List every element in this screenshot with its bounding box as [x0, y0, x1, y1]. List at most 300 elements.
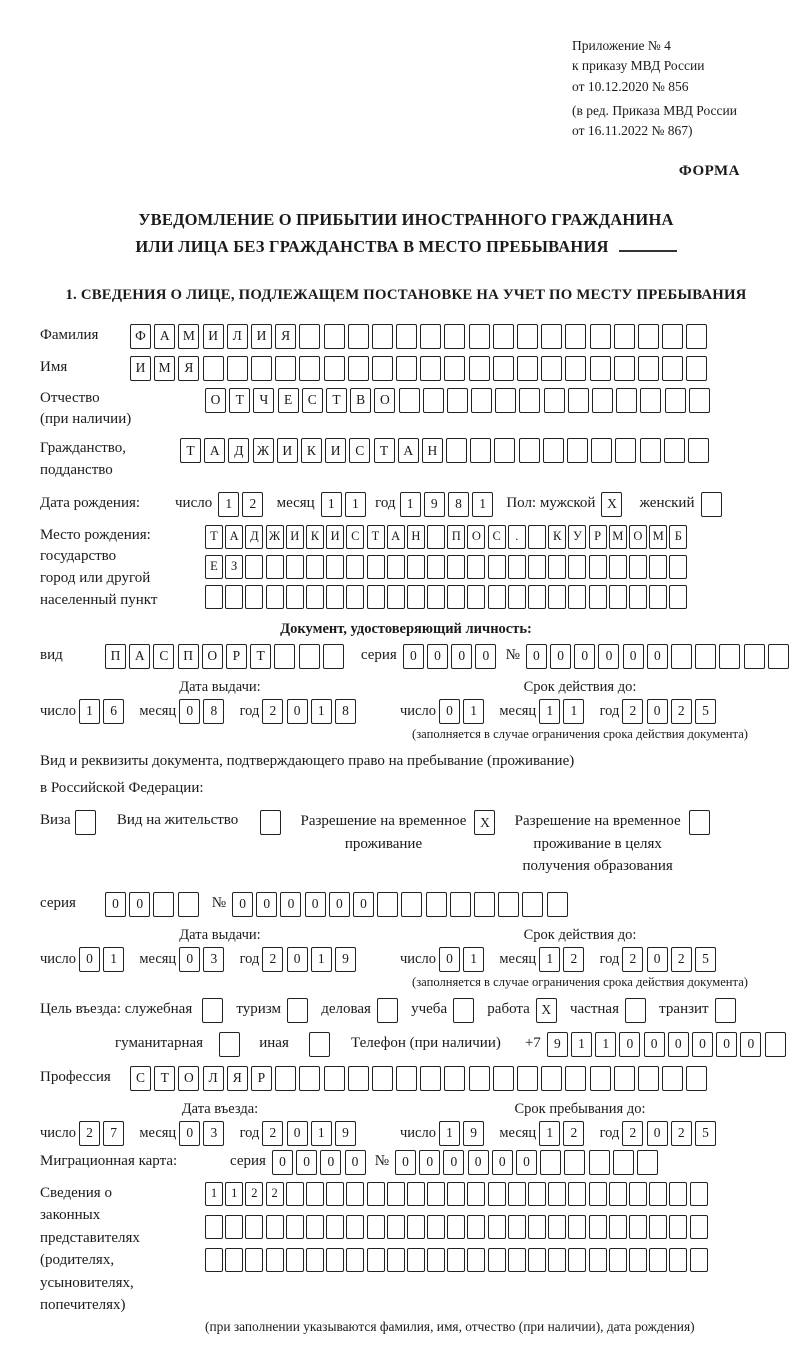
char-cell[interactable]	[266, 1215, 284, 1239]
char-cell[interactable]: 3	[203, 947, 224, 972]
char-cell[interactable]	[609, 1215, 627, 1239]
char-cell[interactable]	[614, 1066, 635, 1091]
char-cell[interactable]	[387, 1248, 405, 1272]
char-cell[interactable]: З	[225, 555, 243, 579]
char-cell[interactable]	[225, 1248, 243, 1272]
char-cell[interactable]	[275, 1066, 296, 1091]
char-cell[interactable]	[372, 1066, 393, 1091]
char-cell[interactable]: 0	[79, 947, 100, 972]
char-cell[interactable]	[326, 1182, 344, 1206]
char-cell[interactable]: С	[349, 438, 370, 463]
char-cell[interactable]	[649, 585, 667, 609]
char-cell[interactable]	[427, 1248, 445, 1272]
char-cell[interactable]	[695, 644, 716, 669]
char-cell[interactable]	[367, 1182, 385, 1206]
char-cell[interactable]: 9	[463, 1121, 484, 1146]
char-cell[interactable]: А	[129, 644, 150, 669]
char-cell[interactable]: 0	[439, 947, 460, 972]
char-cell[interactable]: 7	[103, 1121, 124, 1146]
char-cell[interactable]: И	[326, 525, 344, 549]
char-cell[interactable]	[671, 644, 692, 669]
char-cell[interactable]: М	[609, 525, 627, 549]
char-cell[interactable]: И	[251, 324, 272, 349]
char-cell[interactable]	[517, 1066, 538, 1091]
char-cell[interactable]	[589, 555, 607, 579]
char-cell[interactable]: 0	[550, 644, 571, 669]
char-cell[interactable]: Р	[589, 525, 607, 549]
char-cell[interactable]: 1	[595, 1032, 616, 1057]
char-cell[interactable]: 0	[403, 644, 424, 669]
char-cell[interactable]	[346, 1182, 364, 1206]
char-cell[interactable]	[205, 1248, 223, 1272]
char-cell[interactable]: 2	[622, 947, 643, 972]
char-cell[interactable]	[274, 644, 295, 669]
char-cell[interactable]	[225, 585, 243, 609]
char-cell[interactable]	[592, 388, 613, 413]
char-cell[interactable]	[260, 810, 281, 835]
char-cell[interactable]	[178, 892, 199, 917]
char-cell[interactable]: Я	[178, 356, 199, 381]
char-cell[interactable]	[225, 1215, 243, 1239]
char-cell[interactable]	[323, 644, 344, 669]
char-cell[interactable]: 0	[353, 892, 374, 917]
char-cell[interactable]	[686, 324, 707, 349]
char-cell[interactable]	[203, 356, 224, 381]
char-cell[interactable]	[326, 585, 344, 609]
char-cell[interactable]	[372, 324, 393, 349]
char-cell[interactable]: 0	[345, 1150, 366, 1175]
char-cell[interactable]	[548, 555, 566, 579]
char-cell[interactable]	[508, 1182, 526, 1206]
char-cell[interactable]	[498, 892, 519, 917]
char-cell[interactable]	[719, 644, 740, 669]
char-cell[interactable]	[541, 1066, 562, 1091]
char-cell[interactable]	[309, 1032, 330, 1057]
char-cell[interactable]	[669, 555, 687, 579]
char-cell[interactable]	[686, 1066, 707, 1091]
char-cell[interactable]: Б	[669, 525, 687, 549]
char-cell[interactable]	[609, 1182, 627, 1206]
char-cell[interactable]: А	[154, 324, 175, 349]
char-cell[interactable]: Я	[275, 324, 296, 349]
char-cell[interactable]	[528, 1182, 546, 1206]
char-cell[interactable]	[324, 1066, 345, 1091]
char-cell[interactable]: 2	[622, 1121, 643, 1146]
char-cell[interactable]	[568, 1215, 586, 1239]
char-cell[interactable]	[591, 438, 612, 463]
char-cell[interactable]: 0	[468, 1150, 489, 1175]
char-cell[interactable]: Ф	[130, 324, 151, 349]
char-cell[interactable]: 0	[305, 892, 326, 917]
char-cell[interactable]	[326, 1215, 344, 1239]
char-cell[interactable]	[548, 1248, 566, 1272]
char-cell[interactable]: 1	[205, 1182, 223, 1206]
char-cell[interactable]	[447, 1248, 465, 1272]
char-cell[interactable]	[348, 324, 369, 349]
char-cell[interactable]: 0	[647, 1121, 668, 1146]
char-cell[interactable]	[423, 388, 444, 413]
char-cell[interactable]: X	[474, 810, 495, 835]
char-cell[interactable]: 0	[272, 1150, 293, 1175]
char-cell[interactable]: Ж	[266, 525, 284, 549]
char-cell[interactable]: 0	[716, 1032, 737, 1057]
char-cell[interactable]	[447, 1182, 465, 1206]
char-cell[interactable]: 2	[671, 1121, 692, 1146]
char-cell[interactable]: 0	[623, 644, 644, 669]
char-cell[interactable]	[629, 555, 647, 579]
char-cell[interactable]: 2	[79, 1121, 100, 1146]
char-cell[interactable]	[565, 356, 586, 381]
char-cell[interactable]: 1	[311, 947, 332, 972]
char-cell[interactable]	[488, 1215, 506, 1239]
char-cell[interactable]	[590, 1066, 611, 1091]
char-cell[interactable]: 2	[671, 947, 692, 972]
char-cell[interactable]	[609, 1248, 627, 1272]
char-cell[interactable]	[548, 1182, 566, 1206]
char-cell[interactable]: 9	[424, 492, 445, 517]
char-cell[interactable]	[407, 1248, 425, 1272]
char-cell[interactable]: 0	[647, 947, 668, 972]
char-cell[interactable]: 2	[262, 1121, 283, 1146]
char-cell[interactable]: 5	[695, 947, 716, 972]
char-cell[interactable]: Р	[226, 644, 247, 669]
char-cell[interactable]	[427, 525, 445, 549]
char-cell[interactable]: Т	[326, 388, 347, 413]
char-cell[interactable]	[649, 1215, 667, 1239]
char-cell[interactable]: 0	[280, 892, 301, 917]
char-cell[interactable]: 6	[103, 699, 124, 724]
char-cell[interactable]: 1	[400, 492, 421, 517]
char-cell[interactable]	[287, 998, 308, 1023]
char-cell[interactable]: К	[306, 525, 324, 549]
char-cell[interactable]	[266, 555, 284, 579]
char-cell[interactable]	[446, 438, 467, 463]
char-cell[interactable]	[467, 1215, 485, 1239]
char-cell[interactable]	[299, 644, 320, 669]
char-cell[interactable]: О	[629, 525, 647, 549]
char-cell[interactable]	[688, 438, 709, 463]
char-cell[interactable]: Т	[367, 525, 385, 549]
char-cell[interactable]	[469, 324, 490, 349]
char-cell[interactable]	[522, 892, 543, 917]
char-cell[interactable]	[407, 555, 425, 579]
char-cell[interactable]	[669, 1182, 687, 1206]
char-cell[interactable]	[541, 356, 562, 381]
char-cell[interactable]: 2	[262, 947, 283, 972]
char-cell[interactable]: 0	[492, 1150, 513, 1175]
char-cell[interactable]	[153, 892, 174, 917]
char-cell[interactable]	[306, 1215, 324, 1239]
char-cell[interactable]: П	[447, 525, 465, 549]
char-cell[interactable]: 0	[619, 1032, 640, 1057]
char-cell[interactable]	[565, 324, 586, 349]
char-cell[interactable]: 0	[129, 892, 150, 917]
char-cell[interactable]	[686, 356, 707, 381]
char-cell[interactable]	[471, 388, 492, 413]
char-cell[interactable]: 1	[439, 1121, 460, 1146]
char-cell[interactable]	[689, 388, 710, 413]
char-cell[interactable]	[541, 324, 562, 349]
char-cell[interactable]	[669, 1248, 687, 1272]
char-cell[interactable]: Е	[278, 388, 299, 413]
char-cell[interactable]	[508, 585, 526, 609]
char-cell[interactable]	[219, 1032, 240, 1057]
char-cell[interactable]: 0	[320, 1150, 341, 1175]
char-cell[interactable]	[367, 555, 385, 579]
char-cell[interactable]	[495, 388, 516, 413]
char-cell[interactable]	[469, 1066, 490, 1091]
char-cell[interactable]	[377, 998, 398, 1023]
char-cell[interactable]: Я	[227, 1066, 248, 1091]
char-cell[interactable]: 0	[644, 1032, 665, 1057]
char-cell[interactable]	[768, 644, 789, 669]
char-cell[interactable]: 1	[225, 1182, 243, 1206]
char-cell[interactable]: Л	[203, 1066, 224, 1091]
char-cell[interactable]	[609, 585, 627, 609]
char-cell[interactable]: 3	[203, 1121, 224, 1146]
char-cell[interactable]	[399, 388, 420, 413]
char-cell[interactable]: 1	[311, 1121, 332, 1146]
char-cell[interactable]: 8	[203, 699, 224, 724]
char-cell[interactable]	[568, 388, 589, 413]
char-cell[interactable]: М	[154, 356, 175, 381]
char-cell[interactable]: А	[225, 525, 243, 549]
char-cell[interactable]	[625, 998, 646, 1023]
char-cell[interactable]: 0	[475, 644, 496, 669]
char-cell[interactable]	[447, 555, 465, 579]
char-cell[interactable]	[589, 1182, 607, 1206]
char-cell[interactable]	[614, 356, 635, 381]
char-cell[interactable]	[427, 555, 445, 579]
char-cell[interactable]	[286, 585, 304, 609]
char-cell[interactable]: 9	[335, 947, 356, 972]
char-cell[interactable]	[664, 438, 685, 463]
char-cell[interactable]	[690, 1182, 708, 1206]
char-cell[interactable]	[444, 356, 465, 381]
char-cell[interactable]	[299, 356, 320, 381]
char-cell[interactable]: И	[130, 356, 151, 381]
char-cell[interactable]	[488, 1182, 506, 1206]
char-cell[interactable]	[638, 324, 659, 349]
char-cell[interactable]: 1	[539, 1121, 560, 1146]
char-cell[interactable]	[548, 1215, 566, 1239]
char-cell[interactable]: М	[649, 525, 667, 549]
char-cell[interactable]	[324, 324, 345, 349]
char-cell[interactable]	[324, 356, 345, 381]
char-cell[interactable]: 0	[451, 644, 472, 669]
char-cell[interactable]	[275, 356, 296, 381]
char-cell[interactable]	[286, 1215, 304, 1239]
char-cell[interactable]	[715, 998, 736, 1023]
char-cell[interactable]	[299, 324, 320, 349]
char-cell[interactable]: X	[536, 998, 557, 1023]
char-cell[interactable]	[346, 1248, 364, 1272]
char-cell[interactable]	[407, 585, 425, 609]
char-cell[interactable]	[609, 555, 627, 579]
char-cell[interactable]: 1	[345, 492, 366, 517]
char-cell[interactable]: 0	[516, 1150, 537, 1175]
char-cell[interactable]	[401, 892, 422, 917]
char-cell[interactable]: Е	[205, 555, 223, 579]
char-cell[interactable]	[517, 356, 538, 381]
char-cell[interactable]	[547, 892, 568, 917]
char-cell[interactable]	[467, 1182, 485, 1206]
char-cell[interactable]	[565, 1066, 586, 1091]
char-cell[interactable]	[640, 438, 661, 463]
char-cell[interactable]: 1	[539, 947, 560, 972]
char-cell[interactable]: 2	[671, 699, 692, 724]
char-cell[interactable]	[701, 492, 722, 517]
char-cell[interactable]	[396, 1066, 417, 1091]
char-cell[interactable]	[614, 324, 635, 349]
char-cell[interactable]	[306, 585, 324, 609]
char-cell[interactable]	[508, 1248, 526, 1272]
char-cell[interactable]: 2	[563, 1121, 584, 1146]
char-cell[interactable]	[590, 324, 611, 349]
char-cell[interactable]	[427, 1182, 445, 1206]
char-cell[interactable]	[407, 1182, 425, 1206]
char-cell[interactable]	[326, 1248, 344, 1272]
char-cell[interactable]: Т	[154, 1066, 175, 1091]
char-cell[interactable]	[470, 438, 491, 463]
char-cell[interactable]	[367, 1248, 385, 1272]
char-cell[interactable]	[568, 1182, 586, 1206]
char-cell[interactable]: 2	[262, 699, 283, 724]
char-cell[interactable]: 0	[179, 1121, 200, 1146]
char-cell[interactable]	[528, 555, 546, 579]
char-cell[interactable]: 1	[103, 947, 124, 972]
char-cell[interactable]	[387, 1215, 405, 1239]
char-cell[interactable]: П	[105, 644, 126, 669]
char-cell[interactable]: Л	[227, 324, 248, 349]
char-cell[interactable]: Р	[251, 1066, 272, 1091]
char-cell[interactable]: 0	[443, 1150, 464, 1175]
char-cell[interactable]	[528, 585, 546, 609]
char-cell[interactable]	[494, 438, 515, 463]
char-cell[interactable]	[649, 555, 667, 579]
char-cell[interactable]: 0	[287, 1121, 308, 1146]
char-cell[interactable]	[326, 555, 344, 579]
char-cell[interactable]: Т	[205, 525, 223, 549]
char-cell[interactable]	[367, 585, 385, 609]
char-cell[interactable]: А	[387, 525, 405, 549]
char-cell[interactable]: 0	[105, 892, 126, 917]
char-cell[interactable]: О	[205, 388, 226, 413]
char-cell[interactable]	[447, 388, 468, 413]
char-cell[interactable]	[444, 1066, 465, 1091]
char-cell[interactable]: Д	[228, 438, 249, 463]
char-cell[interactable]	[589, 585, 607, 609]
char-cell[interactable]: 2	[622, 699, 643, 724]
char-cell[interactable]: 0	[419, 1150, 440, 1175]
char-cell[interactable]: Т	[229, 388, 250, 413]
char-cell[interactable]	[662, 324, 683, 349]
char-cell[interactable]	[589, 1248, 607, 1272]
char-cell[interactable]	[251, 356, 272, 381]
char-cell[interactable]	[447, 585, 465, 609]
char-cell[interactable]	[662, 1066, 683, 1091]
char-cell[interactable]: Н	[422, 438, 443, 463]
char-cell[interactable]	[306, 555, 324, 579]
char-cell[interactable]	[205, 1215, 223, 1239]
char-cell[interactable]	[637, 1150, 658, 1175]
char-cell[interactable]	[493, 356, 514, 381]
char-cell[interactable]	[447, 1215, 465, 1239]
char-cell[interactable]: 1	[463, 947, 484, 972]
char-cell[interactable]	[548, 585, 566, 609]
char-cell[interactable]	[517, 324, 538, 349]
char-cell[interactable]	[396, 324, 417, 349]
char-cell[interactable]	[450, 892, 471, 917]
char-cell[interactable]: 2	[245, 1182, 263, 1206]
char-cell[interactable]: О	[467, 525, 485, 549]
char-cell[interactable]	[629, 585, 647, 609]
char-cell[interactable]: О	[202, 644, 223, 669]
char-cell[interactable]: С	[346, 525, 364, 549]
char-cell[interactable]: 8	[448, 492, 469, 517]
char-cell[interactable]	[690, 1215, 708, 1239]
char-cell[interactable]	[286, 1182, 304, 1206]
char-cell[interactable]	[744, 644, 765, 669]
char-cell[interactable]: 0	[395, 1150, 416, 1175]
char-cell[interactable]	[640, 388, 661, 413]
char-cell[interactable]	[367, 1215, 385, 1239]
char-cell[interactable]	[665, 388, 686, 413]
char-cell[interactable]	[590, 356, 611, 381]
char-cell[interactable]	[227, 356, 248, 381]
char-cell[interactable]: М	[178, 324, 199, 349]
char-cell[interactable]	[567, 438, 588, 463]
char-cell[interactable]	[420, 1066, 441, 1091]
char-cell[interactable]: 2	[242, 492, 263, 517]
char-cell[interactable]	[346, 1215, 364, 1239]
char-cell[interactable]	[266, 585, 284, 609]
char-cell[interactable]	[286, 1248, 304, 1272]
char-cell[interactable]	[444, 324, 465, 349]
char-cell[interactable]	[589, 1215, 607, 1239]
char-cell[interactable]	[662, 356, 683, 381]
char-cell[interactable]	[348, 1066, 369, 1091]
char-cell[interactable]: 0	[427, 644, 448, 669]
char-cell[interactable]: Ч	[253, 388, 274, 413]
char-cell[interactable]	[426, 892, 447, 917]
char-cell[interactable]: 0	[740, 1032, 761, 1057]
char-cell[interactable]	[649, 1248, 667, 1272]
char-cell[interactable]: О	[178, 1066, 199, 1091]
char-cell[interactable]	[488, 585, 506, 609]
char-cell[interactable]	[616, 388, 637, 413]
char-cell[interactable]: 0	[287, 947, 308, 972]
char-cell[interactable]	[765, 1032, 786, 1057]
char-cell[interactable]	[205, 585, 223, 609]
char-cell[interactable]	[690, 1248, 708, 1272]
char-cell[interactable]	[387, 1182, 405, 1206]
char-cell[interactable]: К	[301, 438, 322, 463]
char-cell[interactable]	[568, 1248, 586, 1272]
char-cell[interactable]	[306, 1182, 324, 1206]
char-cell[interactable]: А	[204, 438, 225, 463]
char-cell[interactable]	[467, 555, 485, 579]
char-cell[interactable]	[467, 1248, 485, 1272]
char-cell[interactable]: Т	[250, 644, 271, 669]
char-cell[interactable]: П	[178, 644, 199, 669]
char-cell[interactable]	[245, 1215, 263, 1239]
char-cell[interactable]	[346, 555, 364, 579]
char-cell[interactable]: 0	[647, 699, 668, 724]
char-cell[interactable]	[420, 324, 441, 349]
char-cell[interactable]	[649, 1182, 667, 1206]
char-cell[interactable]	[629, 1248, 647, 1272]
